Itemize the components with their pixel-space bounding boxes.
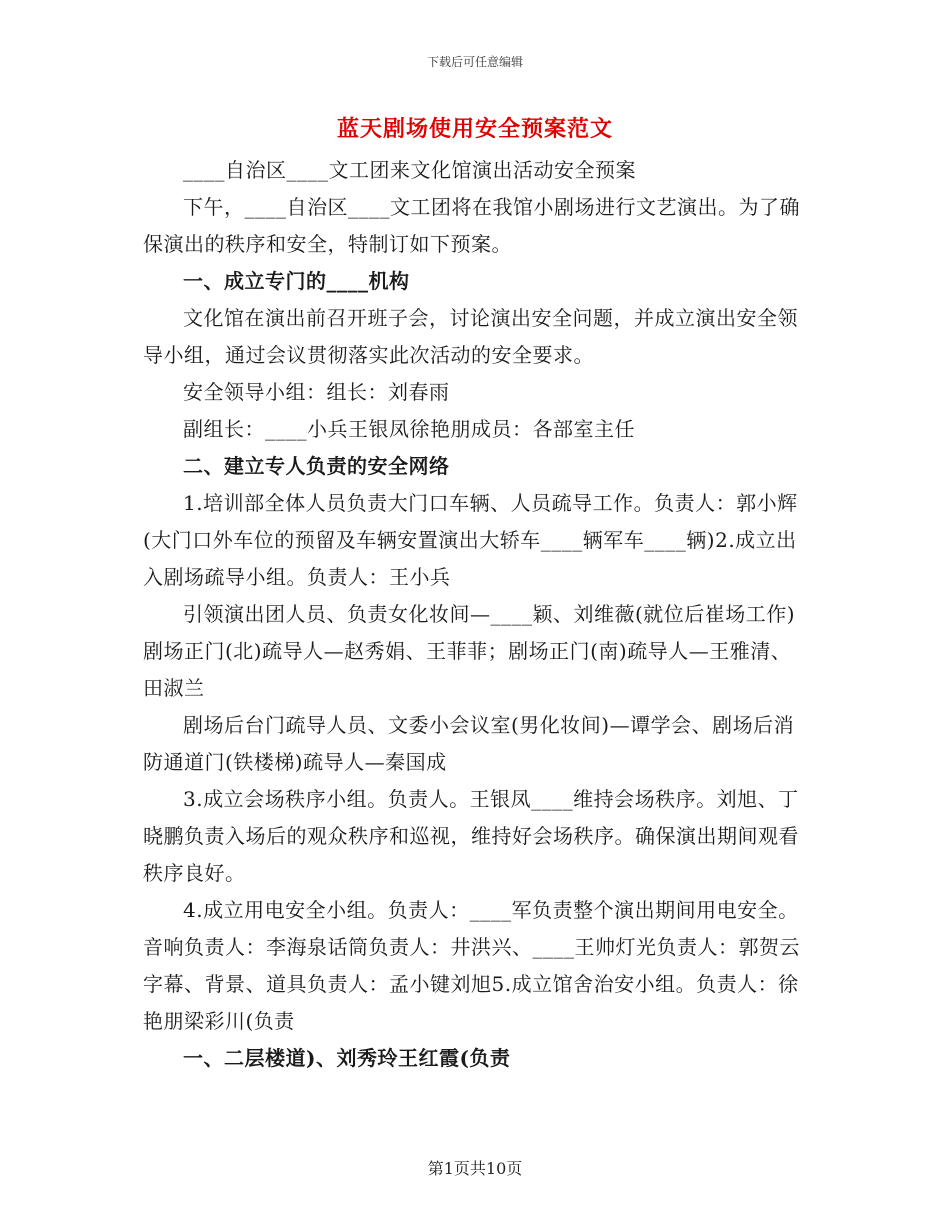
paragraph: 安全领导小组：组长：刘春雨 bbox=[183, 380, 450, 404]
section-heading-1: 一、成立专门的____机构 bbox=[183, 269, 410, 293]
paragraph: 4.成立用电安全小组。负责人：____军负责整个演出期间用电安全。音响负责人：李海泉话筒负责人：井洪兴、____王帅灯光负责人：郭贺云字幕、背景、道具负责人：孟小键刘旭5.成立馆舍治安小组。负责人：徐艳朋梁彩川(负责 bbox=[143, 898, 800, 1033]
document-title: 蓝天剧场使用安全预案范文 bbox=[336, 116, 613, 142]
paragraph: 1.培训部全体人员负责大门口车辆、人员疏导工作。负责人：郭小辉(大门口外车位的预留及车辆安置演出大轿车____辆军车____辆)2.成立出入剧场疏导小组。负责人：王小兵 bbox=[143, 491, 798, 589]
paragraph: 3.成立会场秩序小组。负责人。王银凤____维持会场秩序。刘旭、丁晓鹏负责入场后的观众秩序和巡视，维持好会场秩序。确保演出期间观看秩序良好。 bbox=[143, 787, 799, 885]
section-heading-2: 二、建立专人负责的安全网络 bbox=[183, 454, 450, 478]
paragraph: 剧场后台门疏导人员、文委小会议室(男化妆间)—谭学会、剧场后消防通道门(铁楼梯)疏导人—秦国成 bbox=[143, 713, 795, 774]
header-note: 下载后可任意编辑 bbox=[426, 55, 523, 69]
paragraph-intro: 下午，____自治区____文工团将在我馆小剧场进行文艺演出。为了确保演出的秩序和安全，特制订如下预案。 bbox=[143, 195, 800, 256]
paragraph-last: 一、二层楼道)、刘秀玲王红霞(负责 bbox=[183, 1046, 511, 1070]
paragraph: 引领演出团人员、负责女化妆间—____颖、刘维薇(就位后崔场工作)剧场正门(北)疏导人—赵秀娟、王菲菲；剧场正门(南)疏导人—王雅清、田淑兰 bbox=[143, 602, 796, 700]
paragraph: 文化馆在演出前召开班子会，讨论演出安全问题，并成立演出安全领导小组，通过会议贯彻落实此次活动的安全要求。 bbox=[143, 306, 798, 367]
page-number: 第1页共10页 bbox=[427, 1159, 523, 1178]
paragraph-subtitle: ____自治区____文工团来文化馆演出活动安全预案 bbox=[183, 158, 636, 182]
paragraph: 副组长：____小兵王银凤徐艳朋成员：各部室主任 bbox=[183, 417, 635, 441]
document-body bbox=[143, 152, 809, 1077]
